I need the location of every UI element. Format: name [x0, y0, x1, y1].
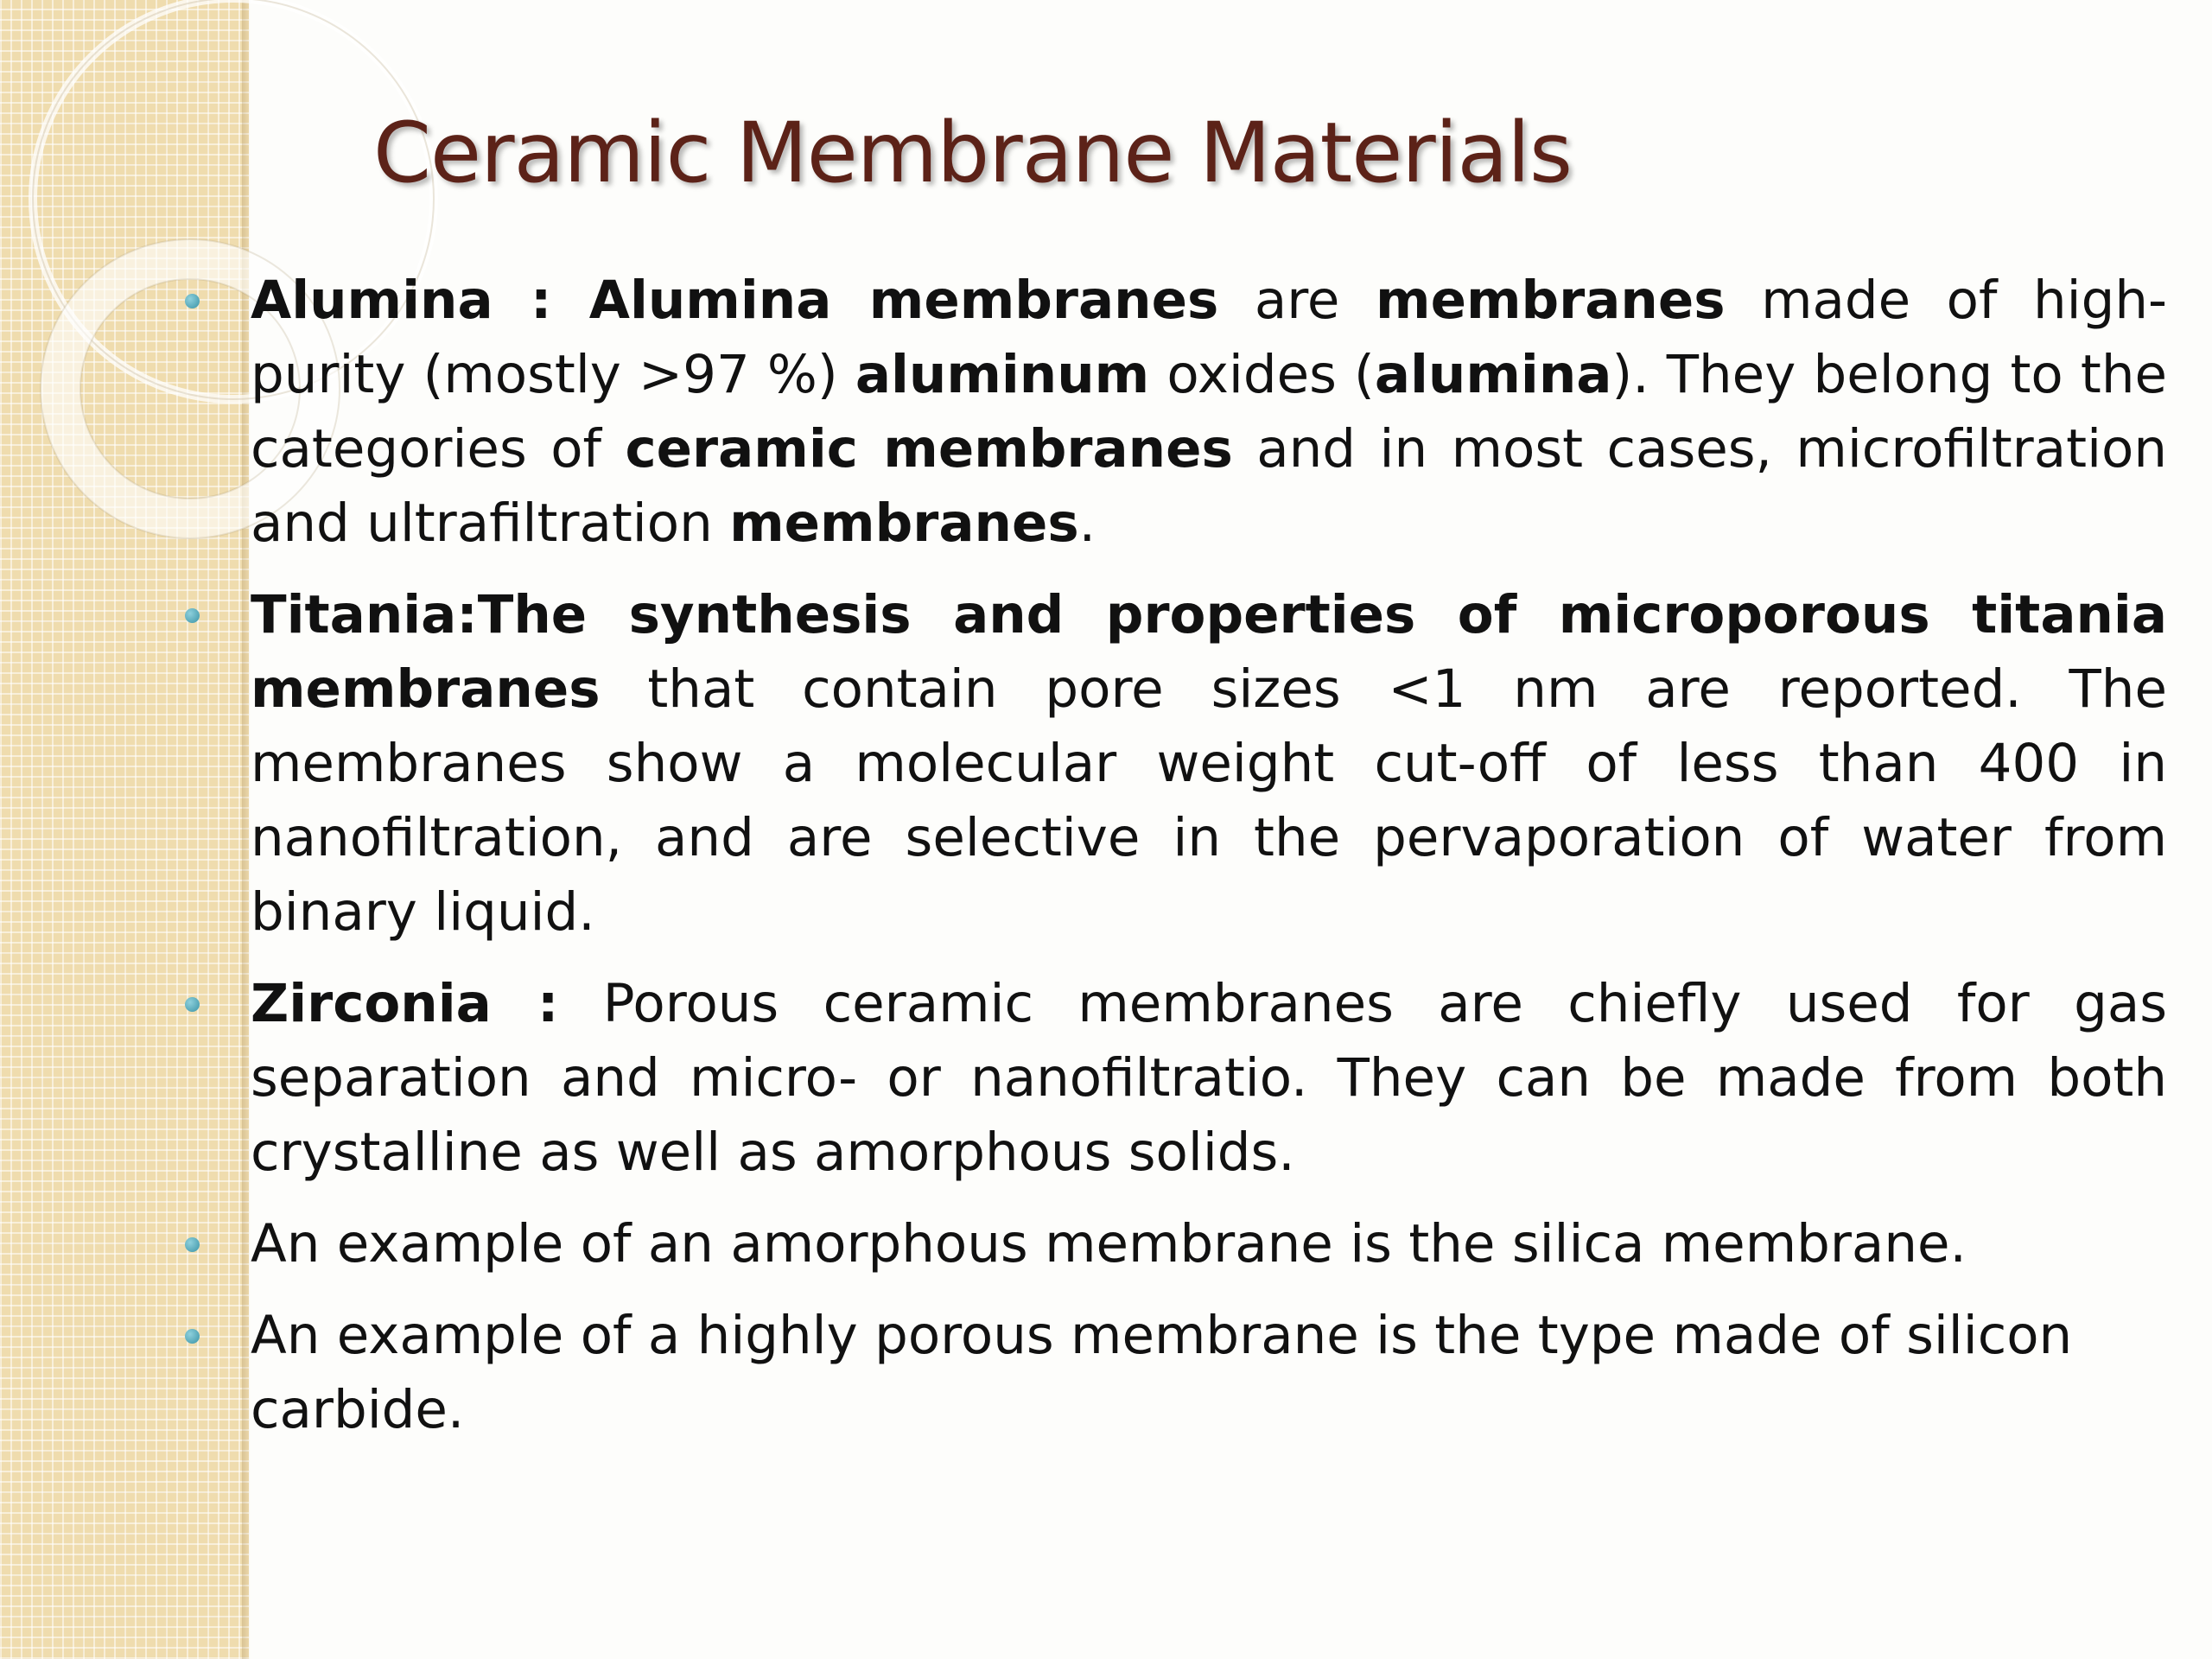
bullet-dot-icon	[185, 608, 200, 623]
bullet-text-bold: Titania:The synthesis and properties of microporous titania membranes	[251, 584, 2167, 720]
bullet-dot-icon	[185, 1237, 200, 1252]
bullet-text: made of high-purity (mostly >97 %)	[251, 270, 2167, 405]
bullet-text-bold: Zirconia :	[251, 973, 559, 1034]
bullet-item-titania	[251, 578, 2167, 950]
bullet-text: An example of an amorphous membrane is the silica membrane.	[251, 1213, 1967, 1274]
bullet-text-bold: membranes	[729, 493, 1079, 554]
bullet-text: and in most cases, microfiltration and ultrafiltration	[251, 418, 2167, 554]
side-band-edge	[242, 0, 251, 1659]
bullet-item-alumina	[251, 264, 2167, 561]
bullet-text: An example of a highly porous membrane is the type made of silicon carbide.	[251, 1305, 2073, 1440]
bullet-text-bold: ceramic membranes	[625, 418, 1233, 480]
bullet-list	[251, 264, 2167, 1465]
slide-title: Ceramic Membrane Materials	[373, 105, 1572, 201]
bullet-dot-icon	[185, 997, 200, 1012]
bullet-text: that contain pore sizes <1 nm are reported. The membranes show a molecular weight cut-off of less than 400 in nanofiltration, and are selective in the pervaporation of water from binary liquid.	[251, 658, 2167, 943]
bullet-text: oxides (	[1149, 344, 1375, 405]
bullet-item-porous-example	[251, 1299, 2167, 1447]
bullet-item-amorphous-example	[251, 1207, 2167, 1281]
bullet-text: are	[1218, 270, 1376, 331]
decorative-side-band	[0, 0, 249, 1659]
bullet-text-bold: Alumina : Alumina membranes	[251, 270, 1219, 331]
bullet-text-bold: alumina	[1374, 344, 1612, 405]
bullet-dot-icon	[185, 1329, 200, 1344]
bullet-item-zirconia	[251, 967, 2167, 1190]
bullet-text-bold: aluminum	[855, 344, 1150, 405]
bullet-text: .	[1078, 493, 1096, 554]
bullet-dot-icon	[185, 294, 200, 308]
bullet-text: Porous ceramic membranes are chiefly used for gas separation and micro- or nanofiltratio. They can be made from both crystalline as well as amorphous solids.	[251, 973, 2168, 1183]
bullet-text-bold: membranes	[1376, 270, 1726, 331]
bullet-text: ). They belong to the categories of	[251, 344, 2168, 480]
